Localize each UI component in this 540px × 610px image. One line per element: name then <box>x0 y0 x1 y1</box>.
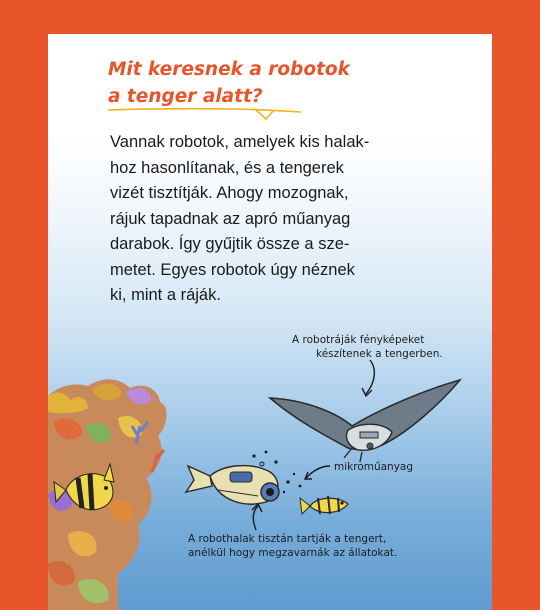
body-line: Vannak robotok, amelyek kis halak- <box>110 133 370 151</box>
caption-line: A robotráják fényképeket <box>292 334 425 346</box>
body-line: darabok. Így gyűjtik össze a sze- <box>110 235 350 253</box>
sea-illustration <box>48 34 492 610</box>
caption-line: anélkül hogy megzavarnák az állatokat. <box>188 547 398 559</box>
title-line-2: a tenger alatt? <box>108 86 263 107</box>
body-line: rájuk tapadnak az apró műanyag <box>110 209 351 228</box>
body-line: hoz hasonlítanak, és a tengerek <box>110 158 344 177</box>
micro-caption-arrow <box>306 466 330 478</box>
small-fish <box>300 496 348 514</box>
caption-line: mikroműanyag <box>334 461 414 473</box>
ray-caption-arrow <box>366 360 374 394</box>
microplastic-caption <box>334 460 413 474</box>
body-line: ki, mint a ráják. <box>110 286 221 304</box>
robot-fish <box>186 451 279 505</box>
body-line: metet. Egyes robotok úgy néznek <box>110 260 355 279</box>
robot-ray <box>270 380 460 462</box>
microplastic-particles <box>283 473 307 493</box>
body-line: vizét tisztítják. Ahogy mozognak, <box>110 184 349 202</box>
caption-line: készítenek a tengerben. <box>316 348 443 360</box>
fish-caption-arrow <box>253 506 258 530</box>
caption-line: A robothalak tisztán tartják a tengert, <box>188 533 387 545</box>
robot-ray-caption <box>292 333 443 361</box>
title-line-1: Mit keresnek a robotok <box>108 59 350 80</box>
robot-fish-caption <box>188 532 397 560</box>
page <box>48 34 492 610</box>
